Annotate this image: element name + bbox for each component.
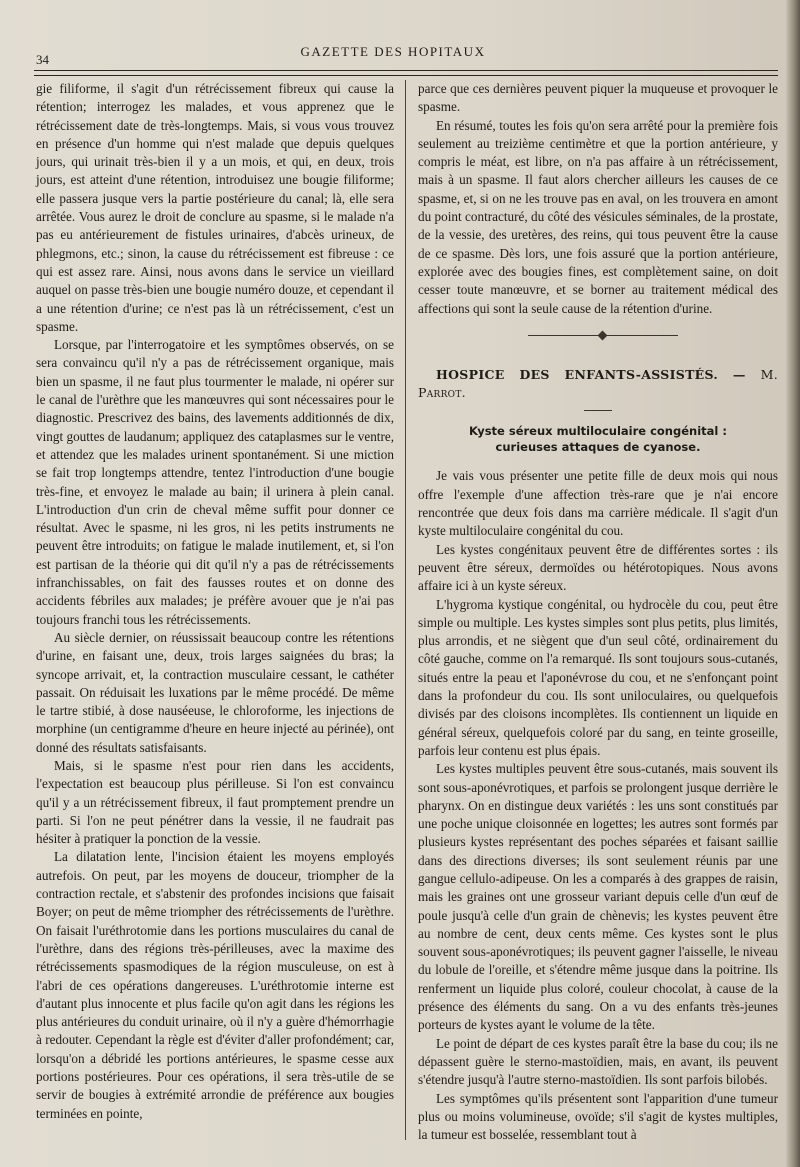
paragraph: Lorsque, par l'interrogatoire et les symptômes observés, on se sera convaincu qu'il n'y a pas de rétrécissement organique, mais bien un spasme, il ne faut plus tourmenter le malade, ni opérer sur le canal de l'urèthre que les manœuvres qui sont nécessaires pour le diagnostic. Prescrivez des bains, des lavements additionnés de dix, vingt gouttes de laudanum; appliquez des cataplasmes sur le ventre, et attendez que les malades urinent spontanément. Si une miction se fait trop longtemps attendre, tentez l'introduction d'une bougie très-fine, et envoyez le malade au bain; il urinera à plein canal. L'introduction d'un crin de cheval même suffit pour donner ce résultat. Avec le spasme, ni les gros, ni les petits instruments ne peuvent être introduits; on fatigue le malade inutilement, et, si l'on est partisan de la théorie qui dit qu'il n'y a pas de rétrécissements infranchissables, on fait des fausses routes et on donne des accidents fébriles aux malades; je préfère avouer que je n'ai pas toujours franchi tous les rétrécissements. xyxy=(36,337,394,627)
binding-edge xyxy=(786,0,800,1167)
article-title xyxy=(418,423,778,455)
section-heading xyxy=(418,366,778,403)
short-rule xyxy=(584,410,612,411)
paragraph: parce que ces dernières peuvent piquer la muqueuse et provoquer le spasme. xyxy=(418,81,778,115)
paragraph: Mais, si le spasme n'est pour rien dans les accidents, l'expectation est beaucoup plus périlleuse. Si l'on est convaincu qu'il y a un rétrécissement fibreux, il faut promptement prendre un parti. Si l'on ne peut pénétrer dans la vessie, il ne faudrait pas hésiter à pratiquer la ponction de la vessie. xyxy=(36,757,394,847)
left-column xyxy=(36,80,394,1123)
right-column xyxy=(418,80,778,1144)
paragraph: Le point de départ de ces kystes paraît être la base du cou; ils ne dépassent guère le sterno-mastoïdien, mais, en avant, ils peuvent s'étendre jusqu'à l'autre sterno-mastoïdien. Ils sont parfois bilobés. xyxy=(418,1035,778,1088)
paragraph: En résumé, toutes les fois qu'on sera arrêté pour la première fois seulement au treizième centimètre et que la portion antérieure, y compris le méat, est libre, on n'a pas affaire à un rétrécissement, mais à un spasme. Il faut alors chercher ailleurs les causes de ce spasme, et, si on ne les trouve pas en aval, on les trouvera en amont du point contracturé, du côté des vésicules séminales, de la prostate, de la vessie, des uretères, des reins, qui tous peuvent être la cause de ce spasme. Dès lors, une fois assuré que la portion antérieure, explorée avec des bougies fines, est complètement saine, on doit cesser toute manœuvre, et se borner au traitement médical des affections qui sont la seule cause de la rétention d'urine. xyxy=(418,117,778,316)
paragraph: Les kystes congénitaux peuvent être de différentes sortes : ils peuvent être séreux, dermoïdes ou hétérotopiques. Nous avons affaire ici à un kyste séreux. xyxy=(418,541,778,594)
header-rule xyxy=(34,70,778,76)
section-author: M. Parrot. xyxy=(418,366,778,401)
paragraph: Les symptômes qu'ils présentent sont l'apparition d'une tumeur plus ou moins volumineuse, ovoïde; s'il s'agit de kystes multiples, la tumeur est bosselée, ressemblant tout à xyxy=(418,1090,778,1143)
article-title-line: curieuses attaques de cyanose. xyxy=(495,440,701,455)
page-number: 34 xyxy=(36,52,49,67)
paragraph: gie filiforme, il s'agit d'un rétrécissement fibreux qui cause la rétention; interrogez les malades, et vous apprenez que le rétrécissement date de très-longtemps. Mais, si vous vous trouvez en présence d'un homme qui n'est malade que depuis quelques jours, qui urinait très-bien il y a un mois, et qui, en deux, trois jours, est atteint d'une rétention, introduisez une bougie filiforme; elle passera jusque vers la partie postérieure du canal; là, elle sera arrêtée. Vous aurez le droit de conclure au spasme, si le malade n'a pas eu antérieurement de fistules urinaires, d'abcès urineux, de phlegmons, etc.; sinon, la cause du rétrécissement est fibreuse : ce qui est assez rare. Ainsi, nous avons dans le service un vieillard auquel on passe très-bien une bougie numéro douze, et cependant il a une rétention d'urine; ce n'est pas là un rétrécissement, c'est un spasme. xyxy=(36,81,394,334)
section-name: HOSPICE DES ENFANTS-ASSISTÉS. — xyxy=(436,366,746,382)
column-divider xyxy=(405,80,406,1140)
running-head: GAZETTE DES HOPITAUX xyxy=(300,44,486,59)
paragraph: Au siècle dernier, on réussissait beaucoup contre les rétentions d'urine, en faisant une, deux, trois larges saignées du bras; la syncope arrivait, et, la contraction musculaire cessant, le cathéter passait. On réduisait les luxations par le même procédé. De même le tartre stibié, à dose nauséeuse, le chloroforme, les injections de morphine (un centigramme d'heure en heure injecté au périnée), ont donné des résultats satisfaisants. xyxy=(36,629,394,755)
paragraph: Les kystes multiples peuvent être sous-cutanés, mais souvent ils sont sous-aponévrotiques, et parfois se prolongent jusque derrière le pharynx. On en distingue deux variétés : les uns sont constitués par une poche unique cloisonnée en logettes; les autres sont formés par plusieurs kystes représentant des poches séparées et faisant saillie dans des directions diverses; ils sont seulement réunis par une gangue cellulo-adipeuse. On les a comparés à des grappes de raisin, mais les graines ont une grosseur variant depuis celle d'un œuf de poule jusqu'à celle d'un grain de chènevis; les kystes peuvent être au nombre de cent, deux cents même. Ces kystes sont le plus souvent sous-aponévrotiques; ils peuvent gagner l'aisselle, le niveau du lobule de l'oreille, et s'étendre même jusque dans la poitrine. Ils renferment un liquide plus coloré, couleur chocolat, à cause de la présence des éléments du sang. On a vu des enfants très-jeunes porteurs de kystes ayant le volume de la tête. xyxy=(418,761,778,1033)
paragraph: L'hygroma kystique congénital, ou hydrocèle du cou, peut être simple ou multiple. Les kystes simples sont plus petits, plus limités, plus arrondis, et ne siègent que d'un seul côté, ordinairement du côté gauche, comme on l'a remarqué. Ils sont toujours sous-cutanés, situés entre la peau et l'aponévrose du cou, et ne s'enfonçant point dans la profondeur du cou. Ils sont uniloculaires, ou quelquefois divisés par des cloisons incomplètes. Ils contiennent un liquide en général séreux, quelquefois coloré par du sang, en teinte groseille, parfois leur contenu est plus épais. xyxy=(418,596,778,758)
paragraph: Je vais vous présenter une petite fille de deux mois qui nous offre l'exemple d'une affection très-rare que je n'ai encore rencontrée que deux fois dans ma carrière médicale. Il s'agit d'un kyste multiloculaire congénital du cou. xyxy=(418,468,778,539)
section-ornament xyxy=(418,332,778,340)
paragraph: La dilatation lente, l'incision étaient les moyens employés autrefois. On peut, par les moyens de douceur, triompher de la contraction rectale, et s'abstenir des profondes incisions que faisait Boyer; on peut de même triompher des rétrécissements de l'urèthre. On faisait l'uréthrotomie dans les portions musculaires du canal de l'urèthre, dans des régions très-périlleuses, avec la maxime des rétrécissements spasmodiques de la région musculeuse, on est à l'abri de ces opérations dangereuses. L'uréthrotomie interne est d'autant plus innocente et plus facile qu'on agit dans les régions les plus antérieures du conduit urinaire, où il n'y a guère d'hémorrhagie à redouter. Cependant la règle est d'éviter d'aller profondément; car, lorsqu'on a débridé les portions antérieures, le spasme cesse aux portions postérieures. Pour ces opérations, il sera très-utile de se servir de bougies à extrémité arrondie de préférence aux bougies terminées en pointe, xyxy=(36,849,394,1121)
article-title-line: Kyste séreux multiloculaire congénital : xyxy=(469,424,727,439)
